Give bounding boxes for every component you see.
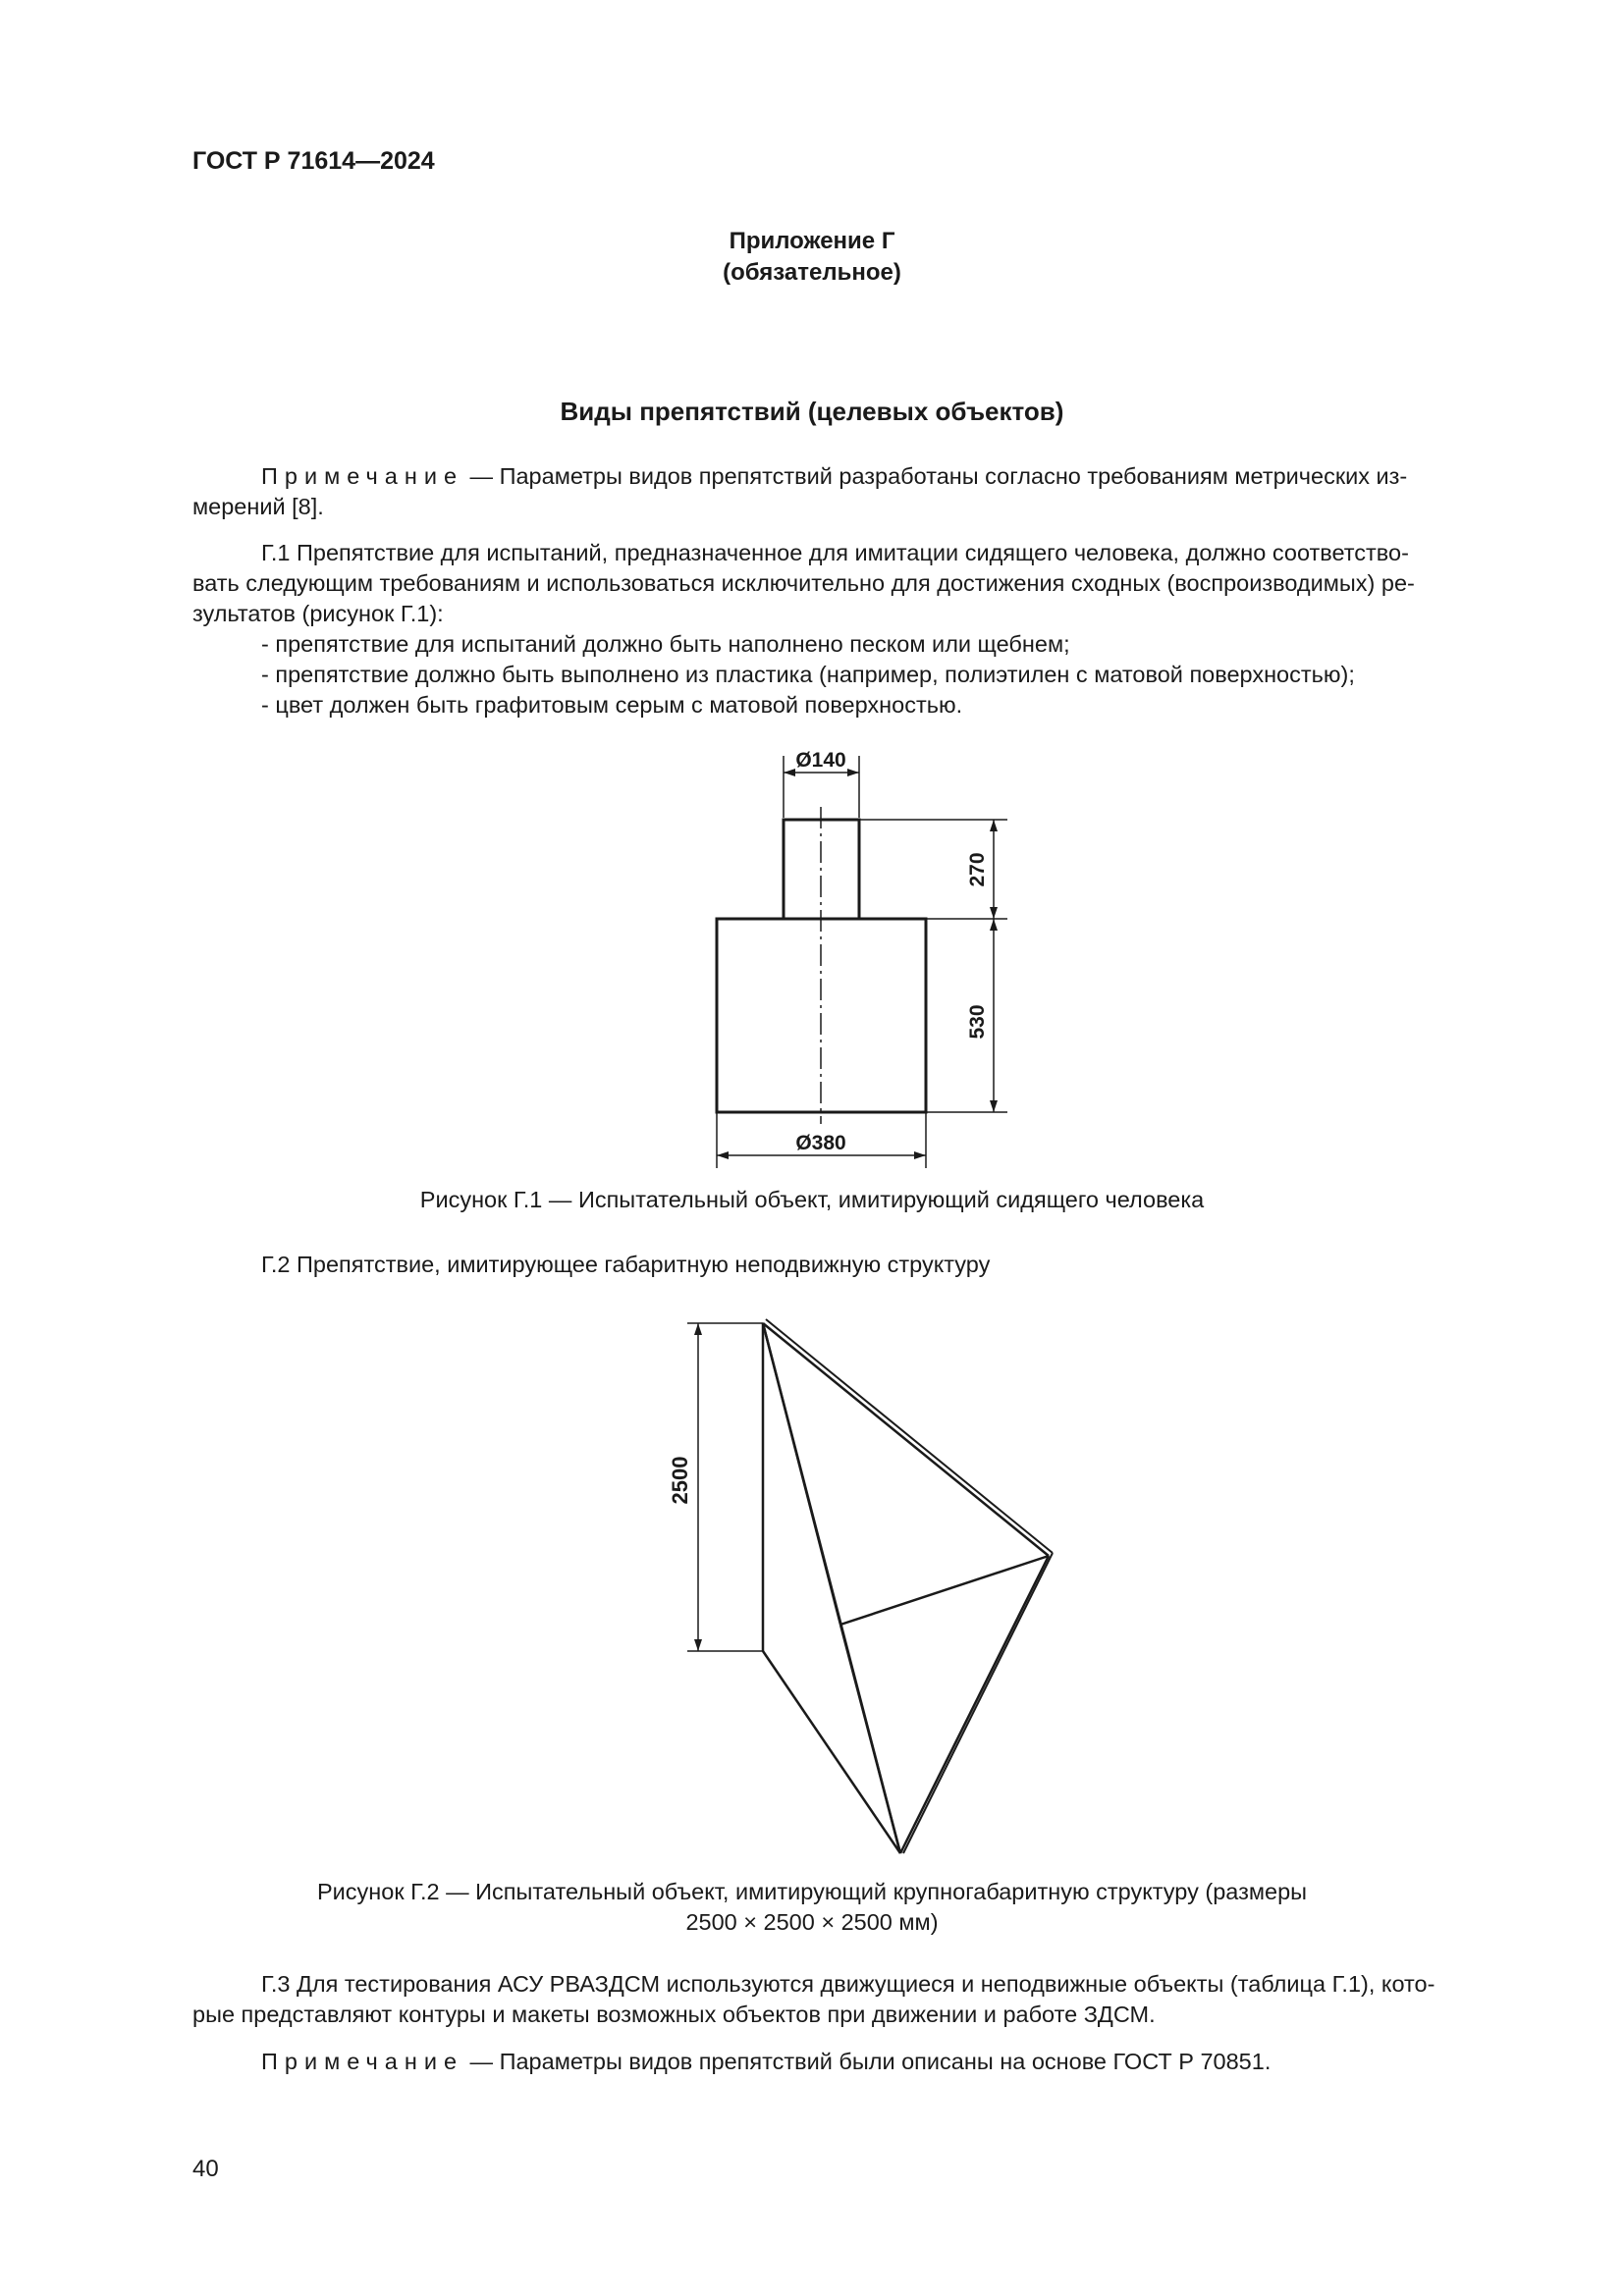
- g1-line-1: Г.1 Препятствие для испытаний, предназначенное для имитации сидящего человека, должно соответство-: [261, 540, 1409, 565]
- g3-line-2: рые представляют контуры и макеты возможных объектов при движении и работе ЗДСМ.: [192, 2002, 1156, 2027]
- g1-bullet-1: - препятствие для испытаний должно быть наполнено песком или щебнем;: [261, 631, 1070, 657]
- appendix-status: (обязательное): [723, 259, 901, 286]
- figure-2-drawing: [0, 1276, 1624, 1865]
- page-number: 40: [192, 2156, 219, 2182]
- figure-2-dim-height: 2500: [668, 1456, 692, 1505]
- note-2: [192, 2047, 1512, 2077]
- g1-line-3: зультатов (рисунок Г.1):: [192, 601, 444, 626]
- figure-1-dim-top-diameter: Ø140: [795, 749, 846, 772]
- g1-bullet-3: - цвет должен быть графитовым серым с матовой поверхностью.: [261, 692, 963, 718]
- note-1-text: — Параметры видов препятствий разработаны согласно требованиям метрических из-: [463, 463, 1408, 489]
- note-2-text: — Параметры видов препятствий были описаны на основе ГОСТ Р 70851.: [463, 2049, 1272, 2074]
- figure-2-caption-line-2: 2500 × 2500 × 2500 мм): [685, 1909, 939, 1935]
- section-title: Виды препятствий (целевых объектов): [560, 397, 1064, 426]
- figure-1-dim-upper-height: 270: [966, 852, 989, 887]
- paragraph-g3: [192, 1969, 1512, 2030]
- note-2-label: Примечание: [261, 2049, 464, 2074]
- document-code: ГОСТ Р 71614—2024: [192, 147, 435, 175]
- g1-bullet-2: - препятствие должно быть выполнено из пластика (например, полиэтилен с матовой поверхностью);: [261, 662, 1355, 687]
- g2-text: Г.2 Препятствие, имитирующее габаритную неподвижную структуру: [261, 1252, 991, 1277]
- g1-line-2: вать следующим требованиям и использоваться исключительно для достижения сходных (воспроизводимых) ре-: [192, 570, 1415, 596]
- note-1-text-cont: мерений [8].: [192, 494, 324, 519]
- figure-2-caption-line-1: Рисунок Г.2 — Испытательный объект, имитирующий крупногабаритную структуру (размеры: [316, 1879, 1308, 1904]
- figure-1-caption: Рисунок Г.1 — Испытательный объект, имитирующий сидящего человека: [419, 1187, 1205, 1212]
- g3-line-1: Г.3 Для тестирования АСУ РВАЗДСМ используются движущиеся и неподвижные объекты (таблица Г.1), кото-: [261, 1971, 1435, 1997]
- note-1-label: Примечание: [261, 463, 464, 489]
- appendix-title: Приложение Г: [729, 228, 895, 254]
- figure-1-dim-bottom-diameter: Ø380: [795, 1132, 846, 1154]
- figure-1-dim-lower-height: 530: [966, 1004, 989, 1040]
